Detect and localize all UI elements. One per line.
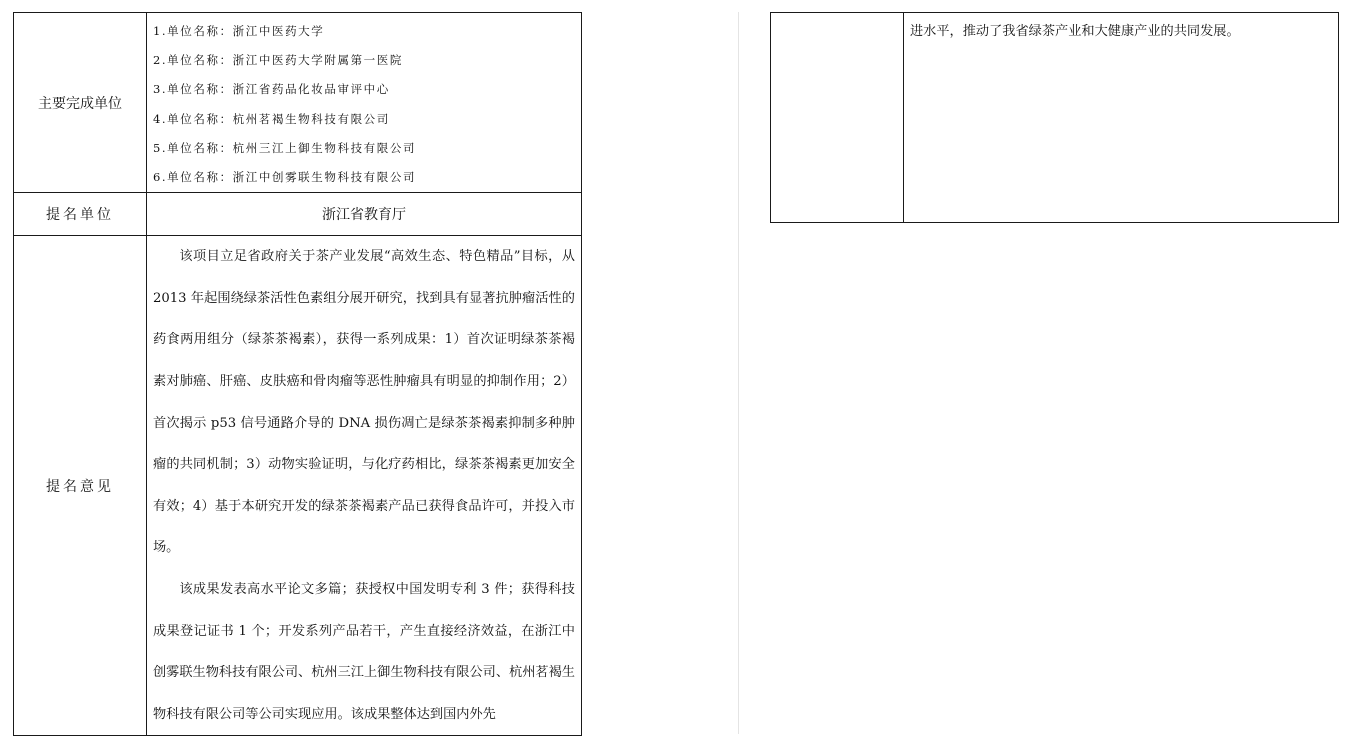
opinion-text [147,236,582,736]
continuation-text: 进水平，推动了我省绿茶产业和大健康产业的共同发展。 [904,13,1339,223]
nominator-label: 提名单位 [14,193,147,236]
opinion-paragraph-1: 该项目立足省政府关于茶产业发展“高效生态、特色精品”目标，从 2013 年起围绕绿茶活性色素组分展开研究，找到具有显著抗肿瘤活性的药食两用组分（绿茶茶褐素），获得一系列成果：1）首次证明绿茶茶褐素对肺癌、肝癌、皮肤癌和骨肉瘤等恶性肿瘤具有明显的抑制作用；2）首次揭示 p53 信号通路介导的 DNA 损伤凋亡是绿茶茶褐素抑制多种肿瘤的共同机制；3）动物实验证明，与化疗药相比，绿茶茶褐素更加安全有效；4）基于本研究开发的绿茶茶褐素产品已获得食品许可，并投入市场。 [153,249,575,556]
nominator-value: 浙江省教育厅 [147,193,582,236]
continuation-label [771,13,904,223]
main-units-label: 主要完成单位 [14,13,147,193]
main-units-list [147,13,582,193]
unit-item-6: 6.单位名称：浙江中创雾联生物科技有限公司 [153,170,417,185]
unit-item-2: 2.单位名称：浙江中医药大学附属第一医院 [153,53,403,68]
opinion-paragraph-2: 该成果发表高水平论文多篇；获授权中国发明专利 3 件；获得科技成果登记证书 1 个；开发系列产品若干，产生直接经济效益，在浙江中创雾联生物科技有限公司、杭州三江上御生物科技有限公司、杭州茗褐生物科技有限公司等公司实现应用。该成果整体达到国内外先 [153,581,575,722]
page-divider [738,12,739,734]
opinion-label: 提名意见 [14,236,147,736]
unit-item-4: 4.单位名称：杭州茗褐生物科技有限公司 [153,111,390,126]
opinion-row [14,236,582,736]
unit-item-5: 5.单位名称：杭州三江上御生物科技有限公司 [153,140,417,155]
continuation-table [770,12,1339,223]
main-units-row [14,13,582,193]
unit-item-1: 1.单位名称：浙江中医药大学 [153,24,325,38]
unit-item-3: 3.单位名称：浙江省药品化妆品审评中心 [153,82,390,97]
nomination-form-table [13,12,582,736]
nominator-row [14,193,582,236]
continuation-row [771,13,1339,223]
